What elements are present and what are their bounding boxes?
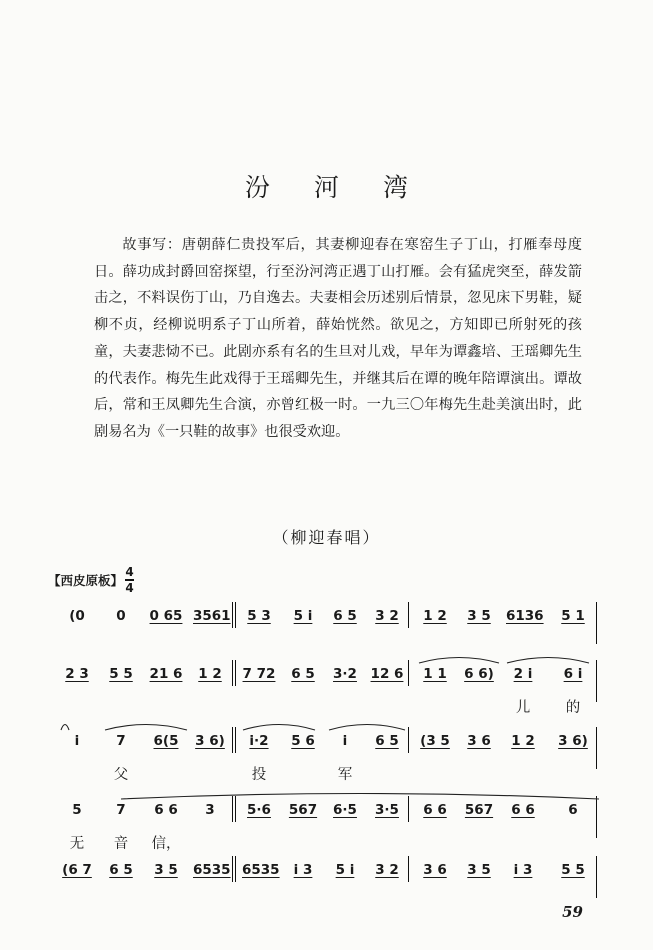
bar-line — [232, 602, 236, 628]
lyric-syllable: 儿 — [515, 700, 531, 716]
story-introduction: 故事写：唐朝薛仁贵投军后，其妻柳迎春在寒窑生子丁山，打雁奉母度日。薛功成封爵回窑探望，行至汾河湾正遇丁山打雁。会有猛虎突至，薛发箭击之，不料误伤丁山，乃自逸去。夫妻相会历述别后情景，忽见床下男鞋，疑柳不贞，经柳说明系子丁山所着，薛始恍然。欲见之，方知即已所射死的孩童，夫妻悲恸不已。此剧亦系有名的生旦对儿戏，早年为谭鑫培、王瑶卿先生的代表作。梅先生此戏得于王瑶卿先生，并继其后在谭的晚年陪谭演出。谭故后，常和王凤卿先生合演，亦曾红极一时。一九三〇年梅先生赴美演出时，此剧易名为《一只鞋的故事》也很受欢迎。 — [94, 237, 582, 440]
note-group: 5·6 — [247, 802, 271, 818]
slur-mark — [104, 721, 188, 731]
bar-line — [596, 856, 597, 898]
note-group: 1 1 — [423, 666, 447, 682]
bar-line — [408, 660, 409, 686]
note-group: 7 72 — [242, 666, 276, 682]
note-group: (3 5 — [420, 733, 450, 749]
tempo-label: 【西皮原板】 — [48, 572, 124, 588]
note-group: 6 5 — [109, 862, 133, 878]
note-group: 5 1 — [561, 608, 585, 624]
note-group: 3·5 — [375, 802, 399, 818]
note-group: 21 6 — [149, 666, 183, 682]
note-group: 3 6) — [558, 733, 588, 749]
meter-marking — [48, 566, 134, 594]
note-group: 0 65 — [149, 608, 183, 624]
bar-line — [596, 796, 597, 838]
note-group: i 3 — [513, 862, 533, 878]
note-group: 3 5 — [154, 862, 178, 878]
note-group: 5 6 — [291, 733, 315, 749]
note-group: 5 i — [293, 608, 313, 624]
lyric-syllable: 信， — [151, 836, 181, 852]
note-group: 6 5 — [333, 608, 357, 624]
note-group: 6 6 — [423, 802, 447, 818]
note-group: 3 6 — [467, 733, 491, 749]
bar-line — [596, 660, 597, 702]
note-group: 5 5 — [561, 862, 585, 878]
staff-row — [60, 862, 600, 926]
note-group: i·2 — [249, 733, 269, 749]
note-group: 6535 — [242, 862, 280, 878]
lyric-syllable: 音 — [113, 836, 129, 852]
note-group: 567 — [464, 802, 494, 818]
note-group: 5 — [72, 802, 82, 818]
note-group: 3 5 — [467, 608, 491, 624]
note-group: 2 i — [513, 666, 533, 682]
bar-line — [232, 727, 236, 753]
note-group: 12 6 — [370, 666, 404, 682]
note-group: 3 2 — [375, 608, 399, 624]
note-group: 1 2 — [511, 733, 535, 749]
time-numerator: 4 — [125, 565, 134, 579]
note-group: 6·5 — [333, 802, 357, 818]
note-group: 6535 — [193, 862, 231, 878]
lyric-syllable: 父 — [113, 767, 129, 783]
note-group: i — [342, 733, 348, 749]
slur-mark — [506, 654, 590, 664]
note-group: 2 3 — [65, 666, 89, 682]
note-group: 6 6) — [464, 666, 494, 682]
note-group: 6 5 — [291, 666, 315, 682]
note-group: 1 2 — [423, 608, 447, 624]
note-group: i — [74, 733, 80, 749]
time-denominator: 4 — [125, 580, 134, 595]
note-group: 3·2 — [333, 666, 357, 682]
note-group: 7 — [116, 802, 126, 818]
lyric-syllable: 军 — [337, 767, 353, 783]
note-group: 5 5 — [109, 666, 133, 682]
note-group: 6(5 — [153, 733, 179, 749]
bar-line — [232, 856, 236, 882]
slur-mark — [328, 721, 406, 731]
page-title: 汾 河 湾 — [245, 173, 426, 202]
note-group: 0 — [116, 608, 126, 624]
slur-mark — [120, 790, 600, 800]
bar-line — [408, 602, 409, 628]
note-group: 5 3 — [247, 608, 271, 624]
note-group: 6 — [568, 802, 578, 818]
bar-line — [596, 602, 597, 644]
lyric-syllable: 无 — [69, 836, 85, 852]
note-group: 3 2 — [375, 862, 399, 878]
time-signature — [125, 566, 134, 594]
note-group: (6 7 — [62, 862, 92, 878]
slur-mark — [418, 654, 500, 664]
note-group: i 3 — [293, 862, 313, 878]
note-group: 6 5 — [375, 733, 399, 749]
singer-label: （柳迎春唱） — [272, 528, 381, 547]
staff-row — [60, 733, 600, 797]
note-group: 6 i — [563, 666, 583, 682]
note-group: 3 6 — [423, 862, 447, 878]
note-group: 7 — [116, 733, 126, 749]
note-group: 1 2 — [198, 666, 222, 682]
note-group: 5 i — [335, 862, 355, 878]
note-group: 567 — [288, 802, 318, 818]
note-group: 3 5 — [467, 862, 491, 878]
bar-line — [596, 727, 597, 769]
staff-row — [60, 802, 600, 866]
note-group: 3561 — [193, 608, 231, 624]
note-group: 6 6 — [154, 802, 178, 818]
slur-mark — [60, 721, 70, 731]
note-group: 6136 — [506, 608, 544, 624]
note-group: 6 6 — [511, 802, 535, 818]
note-group: 3 — [205, 802, 215, 818]
lyric-syllable: 投 — [251, 767, 267, 783]
page-number: 59 — [562, 903, 583, 921]
note-group: (0 — [69, 608, 85, 624]
bar-line — [408, 856, 409, 882]
slur-mark — [242, 721, 316, 731]
lyric-syllable: 的 — [565, 700, 581, 716]
note-group: 3 6) — [195, 733, 225, 749]
bar-line — [408, 727, 409, 753]
bar-line — [232, 660, 236, 686]
